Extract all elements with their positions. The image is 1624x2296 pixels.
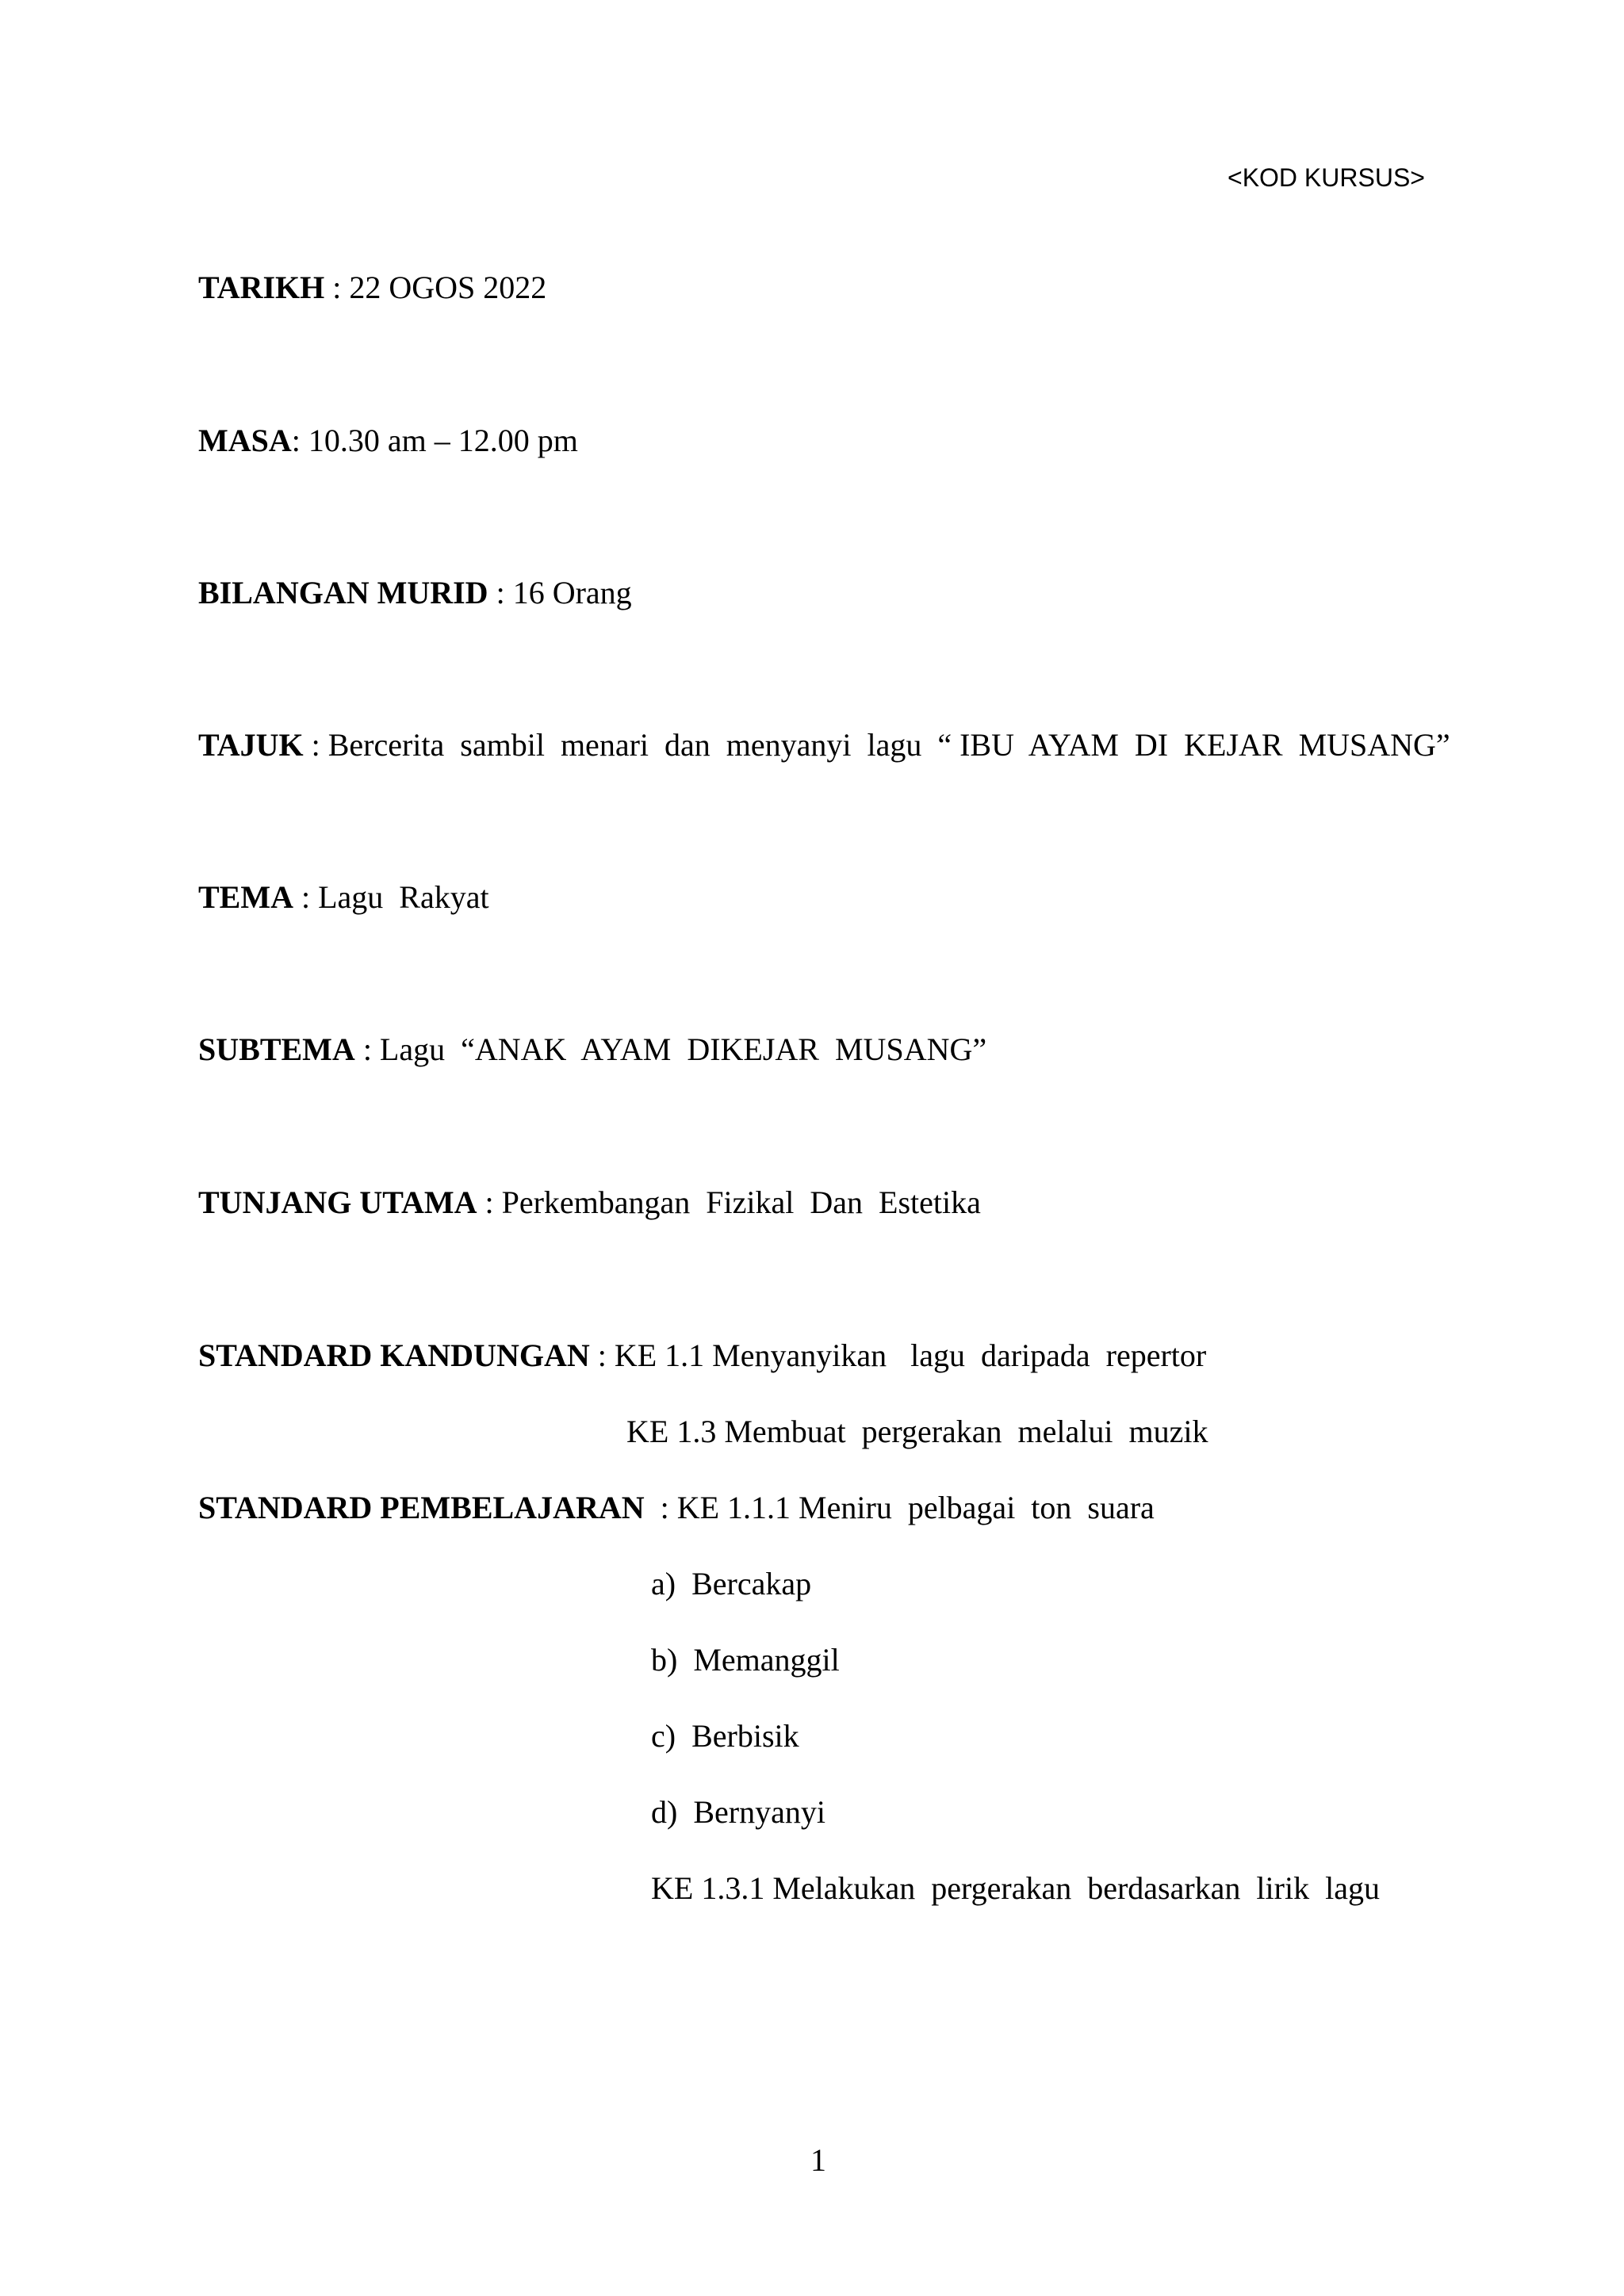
page-number: 1 <box>810 2142 826 2178</box>
field-label: TARIKH <box>198 270 325 305</box>
field-bilangan-murid <box>198 577 632 609</box>
standard-pembelajaran-last-line: KE 1.3.1 Melakukan pergerakan berdasarkan lirik lagu <box>651 1870 1380 1906</box>
list-item: a) Bercakap <box>651 1566 812 1601</box>
field-subtema <box>198 1031 987 1067</box>
list-item: c) Berbisik <box>651 1718 799 1754</box>
field-label: STANDARD KANDUNGAN <box>198 1337 590 1373</box>
field-value: : 10.30 am – 12.00 pm <box>291 423 578 458</box>
field-label: SUBTEMA <box>198 1031 355 1067</box>
field-label: BILANGAN MURID <box>198 575 488 610</box>
field-tunjang-utama <box>198 1184 981 1220</box>
field-value: : 22 OGOS 2022 <box>324 270 547 305</box>
field-value: : Lagu Rakyat <box>293 879 489 915</box>
standard-kandungan-line-2: KE 1.3 Membuat pergerakan melalui muzik <box>626 1414 1208 1449</box>
field-value: : KE 1.1 Menyanyikan lagu daripada repertor <box>589 1337 1207 1373</box>
field-label: MASA <box>198 423 292 458</box>
field-tarikh <box>198 272 546 304</box>
field-label: STANDARD PEMBELAJARAN <box>198 1490 645 1525</box>
field-label: TEMA <box>198 879 293 915</box>
list-item: d) Bernyanyi <box>651 1794 825 1830</box>
field-value: : Lagu “ANAK AYAM DIKEJAR MUSANG” <box>354 1031 987 1067</box>
field-value: : Bercerita sambil menari dan menyanyi lagu “ IBU AYAM DI KEJAR MUSANG” <box>303 727 1450 763</box>
field-masa <box>198 425 578 457</box>
list-item: b) Memanggil <box>651 1642 840 1678</box>
field-value: : KE 1.1.1 Meniru pelbagai ton suara <box>644 1490 1155 1525</box>
field-value: : Perkembangan Fizikal Dan Estetika <box>477 1184 981 1220</box>
field-tajuk <box>198 729 1450 761</box>
field-tema <box>198 879 489 915</box>
field-value: : 16 Orang <box>488 575 632 610</box>
field-standard-kandungan <box>198 1337 1207 1373</box>
field-standard-pembelajaran <box>198 1492 1155 1524</box>
field-label: TAJUK <box>198 727 304 763</box>
field-label: TUNJANG UTAMA <box>198 1184 477 1220</box>
course-code: <KOD KURSUS> <box>1228 163 1425 192</box>
